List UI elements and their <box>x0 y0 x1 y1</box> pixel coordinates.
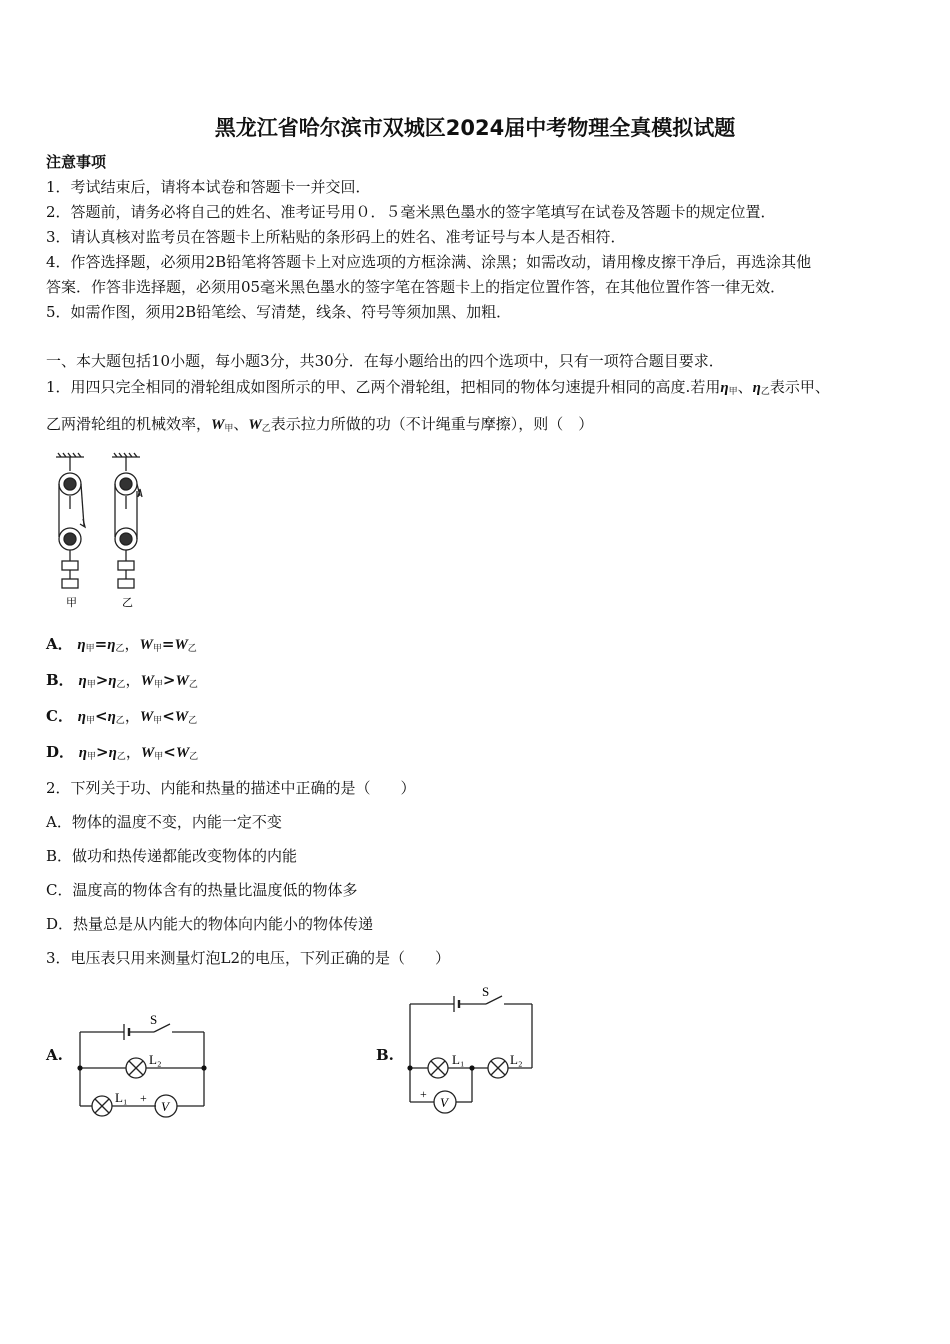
circuit-b[interactable] <box>402 980 542 1120</box>
section-heading: 一、本大题包括10小题，每小题3分，共30分．在每小题给出的四个选项中，只有一项符合题目要求． <box>46 352 724 370</box>
notes-heading: 注意事项 <box>46 153 107 171</box>
q3-option-b-letter[interactable]: B. <box>376 1046 394 1064</box>
lamp-label: L₂ <box>510 1052 523 1067</box>
pulley-yi <box>115 457 142 588</box>
voltmeter-label: V <box>440 1095 448 1110</box>
pulley-figure <box>54 451 154 611</box>
pulley-jia <box>59 457 85 588</box>
q1-option-b[interactable]: B． $\eta_甲>\eta_乙$，$W_甲>W_乙$ <box>46 671 198 690</box>
q2-option-c[interactable]: C．温度高的物体含有的热量比温度低的物体多 <box>46 881 358 899</box>
note-item: 5．如需作图，须用2B铅笔绘、写清楚，线条、符号等须加黑、加粗． <box>46 303 512 321</box>
q2-option-d[interactable]: D．热量总是从内能大的物体向内能小的物体传递 <box>46 915 374 933</box>
q2-option-b[interactable]: B．做功和热传递都能改变物体的内能 <box>46 847 298 865</box>
note-item: 3．请认真核对监考员在答题卡上所粘贴的条形码上的姓名、准考证号与本人是否相符． <box>46 228 626 246</box>
lamp-label: L₂ <box>149 1052 162 1067</box>
note-item: 2．答题前，请务必将自己的姓名、准考证号用０．５毫米黑色墨水的签字笔填写在试卷及答题卡的规定位置． <box>46 203 776 221</box>
q1-option-a[interactable]: A． $\eta_甲=\eta_乙$，$W_甲=W_乙$ <box>46 635 197 654</box>
q2-stem: 2．下列关于功、内能和热量的描述中正确的是（ ） <box>46 779 416 797</box>
voltmeter-label: V <box>161 1099 169 1114</box>
q1-stem-line1: 1．用四只完全相同的滑轮组成如图所示的甲、乙两个滑轮组，把相同的物体匀速提升相同的高度.若用$\eta_甲$、$\eta_乙$表示甲、 <box>46 378 830 397</box>
fig-label-yi: 乙 <box>122 597 133 609</box>
q1-stem-line2: 乙两滑轮组的机械效率，$W_甲$、$W_乙$表示拉力所做的功（不计绳重与摩擦），则（ ） <box>46 415 594 434</box>
plus-label: + <box>140 1091 147 1105</box>
q3-option-a-letter[interactable]: A. <box>46 1046 63 1064</box>
switch-label: S <box>150 1012 158 1027</box>
q1-option-c[interactable]: C． $\eta_甲<\eta_乙$，$W_甲<W_乙$ <box>46 707 198 726</box>
note-item: 答案．作答非选择题，必须用05毫米黑色墨水的签字笔在答题卡上的指定位置作答，在其他位置作答一律无效． <box>46 278 786 296</box>
fig-label-jia: 甲 <box>66 597 77 609</box>
lamp-label: L₁ <box>115 1090 128 1105</box>
circuit-a[interactable] <box>72 1006 214 1120</box>
plus-label: + <box>420 1087 427 1101</box>
q3-stem: 3．电压表只用来测量灯泡L2的电压，下列正确的是（ ） <box>46 949 451 967</box>
lamp-label: L₁ <box>452 1052 465 1067</box>
q2-option-a[interactable]: A．物体的温度不变，内能一定不变 <box>46 813 282 831</box>
switch-label: S <box>482 984 490 999</box>
note-item: 1．考试结束后，请将本试卷和答题卡一并交回． <box>46 178 371 196</box>
q1-option-d[interactable]: D． $\eta_甲>\eta_乙$，$W_甲<W_乙$ <box>46 743 199 762</box>
note-item: 4．作答选择题，必须用2B铅笔将答题卡上对应选项的方框涂满、涂黑；如需改动，请用橡皮擦干净后，再选涂其他 <box>46 253 812 271</box>
page-title: 黑龙江省哈尔滨市双城区2024届中考物理全真模拟试题 <box>214 116 736 140</box>
